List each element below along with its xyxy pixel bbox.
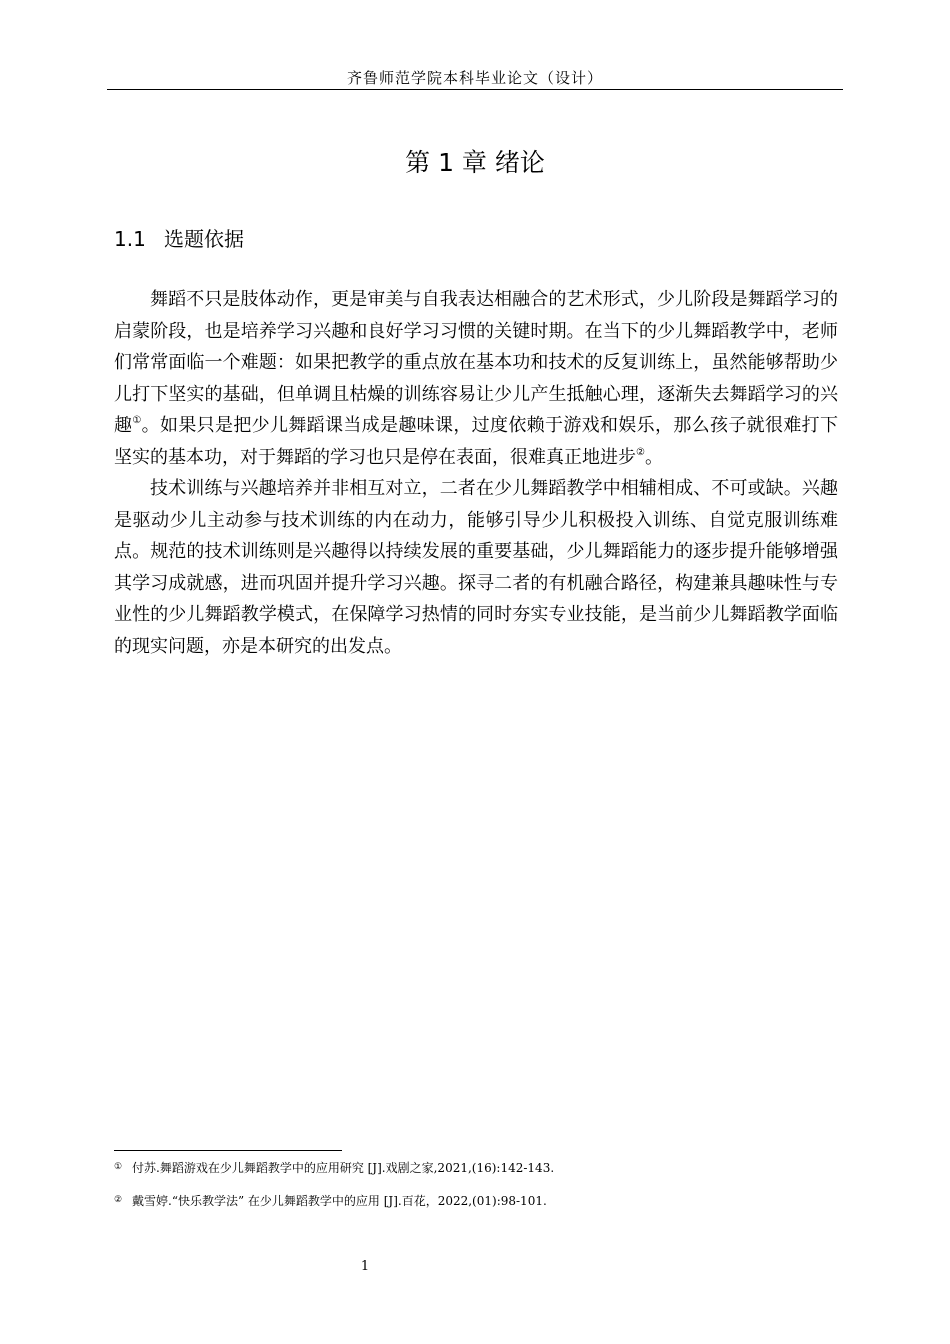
footnote-2-symbol: ② <box>114 1195 123 1205</box>
footnote-1-symbol: ① <box>114 1162 123 1172</box>
section-title: 选题依据 <box>164 227 244 251</box>
footnote-2-text: 戴雪婷.“快乐教学法” 在少儿舞蹈教学中的应用 [J].百花，2022,(01):98-101. <box>132 1194 547 1208</box>
footnote-ref-1[interactable]: ① <box>132 415 142 426</box>
body-text <box>114 284 838 662</box>
footnote-separator <box>114 1150 342 1151</box>
page-number: 1 <box>360 1259 370 1274</box>
paragraph-1-text-b: 。如果只是把少儿舞蹈课当成是趣味课，过度依赖于游戏和娱乐，那么孩子就很难打下坚实的基本功，对于舞蹈的学习也只是停在表面，很难真正地进步 <box>114 415 839 468</box>
footnote-ref-2[interactable]: ② <box>636 446 645 458</box>
section-heading <box>114 224 244 254</box>
section-number: 1.1 <box>114 227 146 251</box>
footnote-2 <box>114 1191 834 1210</box>
header-rule <box>107 89 843 90</box>
paragraph-1 <box>114 284 838 473</box>
chapter-title: 第 1 章 绪论 <box>405 148 545 177</box>
paragraph-1-text-a: 舞蹈不只是肢体动作，更是审美与自我表达相融合的艺术形式，少儿阶段是舞蹈学习的启蒙阶段，也是培养学习兴趣和良好学习习惯的关键时期。在当下的少儿舞蹈教学中，老师们常常面临一个难题：如果把教学的重点放在基本功和技术的反复训练上，虽然能够帮助少儿打下坚实的基础，但单调且枯燥的训练容易让少儿产生抵触心理，逐渐失去舞蹈学习的兴趣 <box>114 289 838 436</box>
page-header: 齐鲁师范学院本科毕业论文（设计） <box>346 69 603 87</box>
footnote-1-text: 付苏.舞蹈游戏在少儿舞蹈教学中的应用研究 [J].戏剧之家,2021,(16):142-143. <box>132 1161 555 1175</box>
paragraph-2: 技术训练与兴趣培养并非相互对立，二者在少儿舞蹈教学中相辅相成、不可或缺。兴趣是驱动少儿主动参与技术训练的内在动力，能够引导少儿积极投入训练、自觉克服训练难点。规范的技术训练则是兴趣得以持续发展的重要基础，少儿舞蹈能力的逐步提升能够增强其学习成就感，进而巩固并提升学习兴趣。探寻二者的有机融合路径，构建兼具趣味性与专业性的少儿舞蹈教学模式，在保障学习热情的同时夯实专业技能，是当前少儿舞蹈教学面临的现实问题，亦是本研究的出发点。 <box>114 478 838 657</box>
footnote-1 <box>114 1158 834 1177</box>
paragraph-1-text-c: 。 <box>644 446 663 468</box>
